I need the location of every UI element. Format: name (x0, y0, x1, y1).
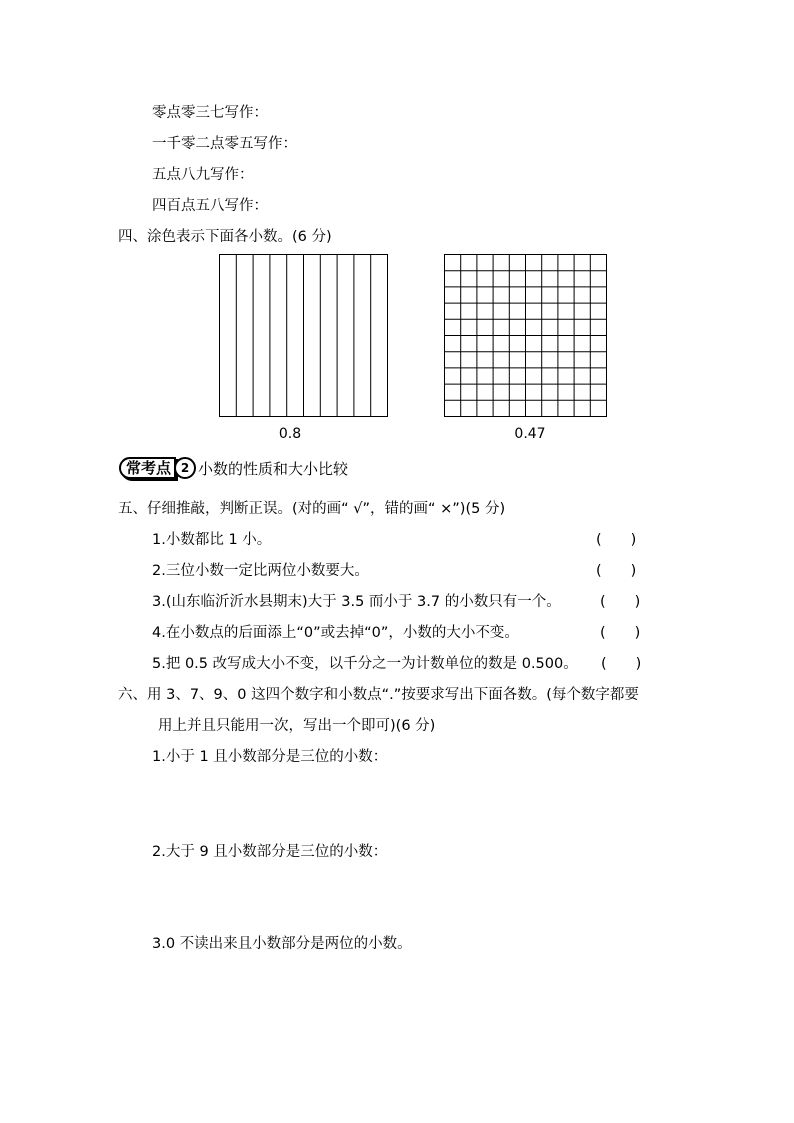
key-point-badge (119, 457, 348, 479)
badge-number: 2 (174, 457, 196, 479)
badge-label: 常考点 (119, 457, 176, 479)
judge-item: 2.三位小数一定比两位小数要大。 (152, 563, 369, 579)
write-number-item: 2.大于 9 且小数部分是三位的小数： (152, 844, 388, 860)
section-four-title: 四、涂色表示下面各小数。(6 分) (118, 229, 332, 245)
write-number-item: 3.0 不读出来且小数部分是两位的小数。 (152, 936, 412, 952)
writing-item: 零点零三七写作： (152, 105, 268, 121)
judge-item: 1.小数都比 1 小。 (152, 532, 272, 548)
writing-item: 五点八九写作： (152, 167, 254, 183)
tenths-grid-label: 0.8 (278, 426, 302, 442)
writing-item: 四百点五八写作： (152, 198, 268, 214)
judge-item: 3.(山东临沂沂水县期末)大于 3.5 而小于 3.7 的小数只有一个。 (152, 594, 561, 610)
writing-item: 一千零二点零五写作： (152, 136, 297, 152)
judge-item: 5.把 0.5 改写成大小不变，以千分之一为计数单位的数是 0.500。 (152, 656, 578, 672)
tenths-grid[interactable] (219, 254, 389, 418)
section-six-title: 六、用 3、7、9、0 这四个数字和小数点“.”按要求写出下面各数。(每个数字都要 (118, 687, 639, 703)
section-six-title-cont: 用上并且只能用一次，写出一个即可)(6 分) (158, 718, 436, 734)
hundredths-grid[interactable] (444, 254, 608, 418)
answer-blank[interactable]: ( ) (600, 625, 641, 641)
answer-blank[interactable]: ( ) (601, 656, 642, 672)
write-number-item: 1.小于 1 且小数部分是三位的小数： (152, 749, 388, 765)
section-five-title: 五、仔细推敲，判断正误。(对的画“ √”，错的画“ ×”)(5 分) (118, 501, 506, 517)
badge-title: 小数的性质和大小比较 (198, 459, 349, 478)
answer-blank[interactable]: ( ) (596, 532, 637, 548)
judge-item: 4.在小数点的后面添上“0”或去掉“0”，小数的大小不变。 (152, 625, 519, 641)
answer-blank[interactable]: ( ) (600, 594, 641, 610)
hundredths-grid-label: 0.47 (514, 426, 546, 442)
answer-blank[interactable]: ( ) (596, 563, 637, 579)
